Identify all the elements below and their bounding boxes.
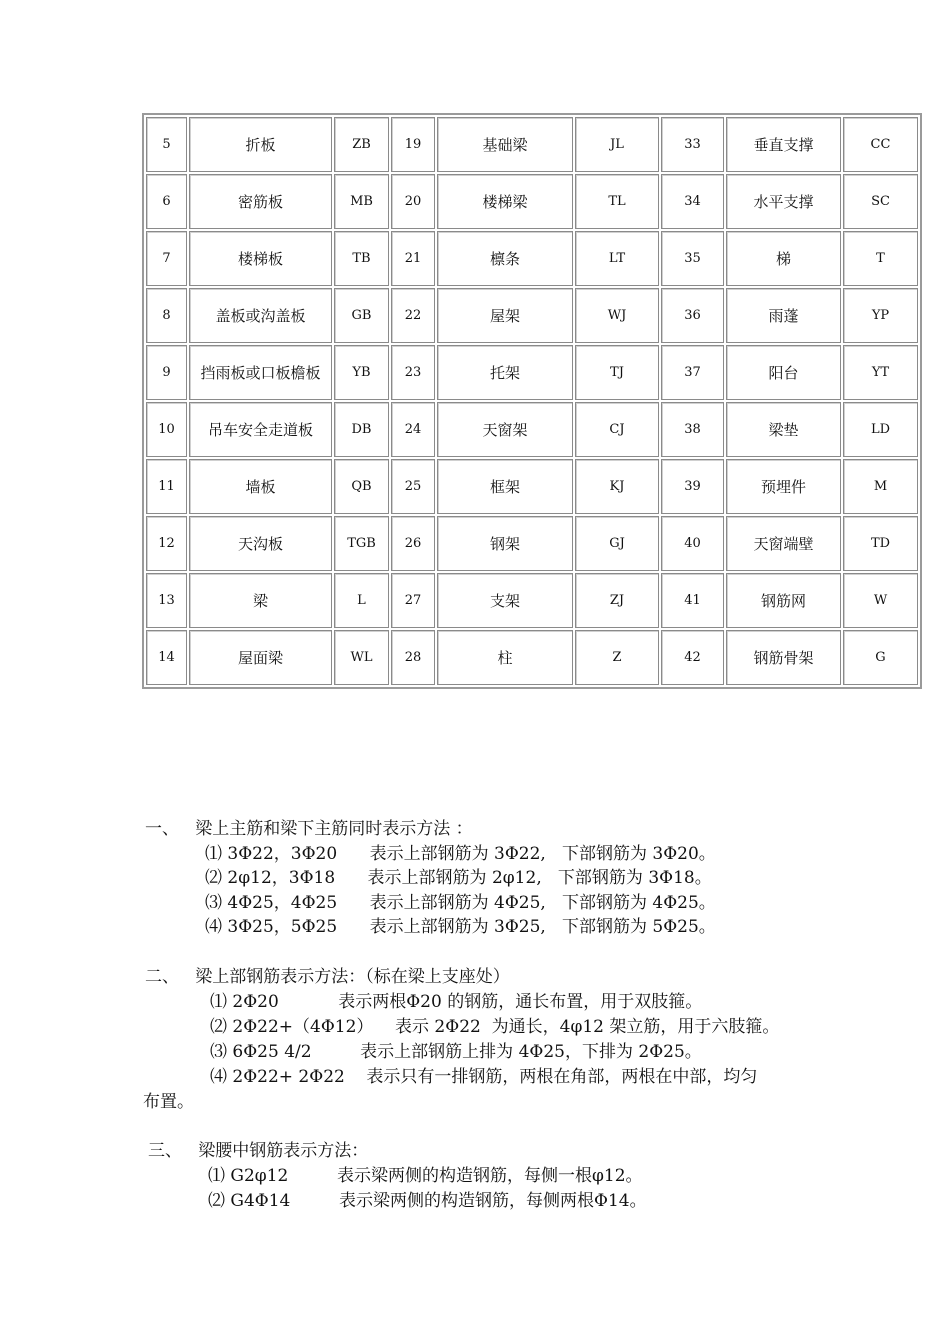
number-cell: 8 bbox=[146, 288, 187, 343]
name-cell: 檩条 bbox=[437, 231, 573, 286]
code-cell: Z bbox=[575, 630, 659, 685]
number-cell: 35 bbox=[661, 231, 724, 286]
number-cell: 38 bbox=[661, 402, 724, 457]
code-cell: WJ bbox=[575, 288, 659, 343]
code-cell: GB bbox=[334, 288, 389, 343]
table-row bbox=[146, 174, 918, 229]
number-cell: 28 bbox=[391, 630, 435, 685]
name-cell: 屋架 bbox=[437, 288, 573, 343]
name-cell: 梁 bbox=[189, 573, 332, 628]
name-cell: 垂直支撑 bbox=[726, 117, 841, 172]
code-cell: YP bbox=[843, 288, 918, 343]
code-cell: ZB bbox=[334, 117, 389, 172]
name-cell: 钢架 bbox=[437, 516, 573, 571]
name-cell: 天窗端壁 bbox=[726, 516, 841, 571]
heading-2: 二、 梁上部钢筋表示方法：（标在梁上支座处） bbox=[145, 967, 510, 987]
name-cell: 吊车安全走道板 bbox=[189, 402, 332, 457]
name-cell: 钢筋骨架 bbox=[726, 630, 841, 685]
code-cell: GJ bbox=[575, 516, 659, 571]
table-row bbox=[146, 288, 918, 343]
table-row bbox=[146, 117, 918, 172]
number-cell: 12 bbox=[146, 516, 187, 571]
code-cell: YT bbox=[843, 345, 918, 400]
code-cell: LD bbox=[843, 402, 918, 457]
code-cell: TD bbox=[843, 516, 918, 571]
number-cell: 21 bbox=[391, 231, 435, 286]
table-row bbox=[146, 630, 918, 685]
heading-3: 三、 梁腰中钢筋表示方法： bbox=[148, 1141, 369, 1161]
code-cell: CJ bbox=[575, 402, 659, 457]
name-cell: 梯 bbox=[726, 231, 841, 286]
number-cell: 22 bbox=[391, 288, 435, 343]
number-cell: 39 bbox=[661, 459, 724, 514]
code-cell: WL bbox=[334, 630, 389, 685]
code-cell: ZJ bbox=[575, 573, 659, 628]
number-cell: 13 bbox=[146, 573, 187, 628]
code-cell: JL bbox=[575, 117, 659, 172]
code-cell: YB bbox=[334, 345, 389, 400]
name-cell: 雨蓬 bbox=[726, 288, 841, 343]
name-cell: 天窗架 bbox=[437, 402, 573, 457]
code-cell: TGB bbox=[334, 516, 389, 571]
number-cell: 9 bbox=[146, 345, 187, 400]
number-cell: 40 bbox=[661, 516, 724, 571]
line-1-4: ⑷ 3Φ25，5Φ25 表示上部钢筋为 3Φ25, 下部钢筋为 5Φ25。 bbox=[205, 917, 716, 937]
line-2-4-cont: 布置。 bbox=[143, 1092, 194, 1112]
line-2-1: ⑴ 2Φ20 表示两根Φ20 的钢筋，通长布置，用于双肢箍。 bbox=[210, 992, 703, 1012]
name-cell: 钢筋网 bbox=[726, 573, 841, 628]
component-code-table bbox=[142, 113, 922, 689]
name-cell: 密筋板 bbox=[189, 174, 332, 229]
name-cell: 柱 bbox=[437, 630, 573, 685]
name-cell: 楼梯板 bbox=[189, 231, 332, 286]
line-1-1: ⑴ 3Φ22，3Φ20 表示上部钢筋为 3Φ22, 下部钢筋为 3Φ20。 bbox=[205, 844, 716, 864]
code-cell: M bbox=[843, 459, 918, 514]
name-cell: 折板 bbox=[189, 117, 332, 172]
name-cell: 盖板或沟盖板 bbox=[189, 288, 332, 343]
name-cell: 屋面梁 bbox=[189, 630, 332, 685]
line-2-4: ⑷ 2Φ22+ 2Φ22 表示只有一排钢筋，两根在角部，两根在中部，均匀 bbox=[210, 1067, 758, 1087]
number-cell: 26 bbox=[391, 516, 435, 571]
line-2-2: ⑵ 2Φ22+（4Φ12） 表示 2Φ22 为通长，4φ12 架立筋，用于六肢箍。 bbox=[210, 1017, 780, 1037]
line-1-3: ⑶ 4Φ25，4Φ25 表示上部钢筋为 4Φ25, 下部钢筋为 4Φ25。 bbox=[205, 893, 716, 913]
number-cell: 34 bbox=[661, 174, 724, 229]
name-cell: 楼梯梁 bbox=[437, 174, 573, 229]
number-cell: 11 bbox=[146, 459, 187, 514]
name-cell: 框架 bbox=[437, 459, 573, 514]
line-1-2: ⑵ 2φ12，3Φ18 表示上部钢筋为 2φ12, 下部钢筋为 3Φ18。 bbox=[205, 868, 712, 888]
code-cell: LT bbox=[575, 231, 659, 286]
table-row bbox=[146, 516, 918, 571]
name-cell: 基础梁 bbox=[437, 117, 573, 172]
name-cell: 支架 bbox=[437, 573, 573, 628]
number-cell: 23 bbox=[391, 345, 435, 400]
number-cell: 5 bbox=[146, 117, 187, 172]
number-cell: 14 bbox=[146, 630, 187, 685]
code-cell: CC bbox=[843, 117, 918, 172]
number-cell: 37 bbox=[661, 345, 724, 400]
name-cell: 梁垫 bbox=[726, 402, 841, 457]
code-cell: KJ bbox=[575, 459, 659, 514]
table-body bbox=[146, 117, 918, 685]
code-cell: DB bbox=[334, 402, 389, 457]
code-cell: TL bbox=[575, 174, 659, 229]
number-cell: 25 bbox=[391, 459, 435, 514]
code-cell: TJ bbox=[575, 345, 659, 400]
name-cell: 挡雨板或口板檐板 bbox=[189, 345, 332, 400]
line-3-1: ⑴ G2φ12 表示梁两侧的构造钢筋，每侧一根φ12。 bbox=[208, 1166, 643, 1186]
table-row bbox=[146, 459, 918, 514]
name-cell: 托架 bbox=[437, 345, 573, 400]
number-cell: 10 bbox=[146, 402, 187, 457]
number-cell: 36 bbox=[661, 288, 724, 343]
number-cell: 7 bbox=[146, 231, 187, 286]
code-cell: L bbox=[334, 573, 389, 628]
table-row bbox=[146, 231, 918, 286]
line-3-2: ⑵ G4Φ14 表示梁两侧的构造钢筋，每侧两根Φ14。 bbox=[208, 1191, 647, 1211]
number-cell: 42 bbox=[661, 630, 724, 685]
name-cell: 预埋件 bbox=[726, 459, 841, 514]
code-cell: SC bbox=[843, 174, 918, 229]
name-cell: 墙板 bbox=[189, 459, 332, 514]
code-cell: G bbox=[843, 630, 918, 685]
code-cell: MB bbox=[334, 174, 389, 229]
number-cell: 27 bbox=[391, 573, 435, 628]
number-cell: 24 bbox=[391, 402, 435, 457]
line-2-3: ⑶ 6Φ25 4/2 表示上部钢筋上排为 4Φ25，下排为 2Φ25。 bbox=[210, 1042, 702, 1062]
code-cell: T bbox=[843, 231, 918, 286]
table-row bbox=[146, 573, 918, 628]
name-cell: 天沟板 bbox=[189, 516, 332, 571]
number-cell: 19 bbox=[391, 117, 435, 172]
code-cell: W bbox=[843, 573, 918, 628]
code-cell: QB bbox=[334, 459, 389, 514]
heading-1: 一、 梁上主筋和梁下主筋同时表示方法 ： bbox=[145, 819, 473, 839]
number-cell: 20 bbox=[391, 174, 435, 229]
code-cell: TB bbox=[334, 231, 389, 286]
table-row bbox=[146, 402, 918, 457]
number-cell: 41 bbox=[661, 573, 724, 628]
table-row bbox=[146, 345, 918, 400]
name-cell: 阳台 bbox=[726, 345, 841, 400]
number-cell: 33 bbox=[661, 117, 724, 172]
name-cell: 水平支撑 bbox=[726, 174, 841, 229]
number-cell: 6 bbox=[146, 174, 187, 229]
